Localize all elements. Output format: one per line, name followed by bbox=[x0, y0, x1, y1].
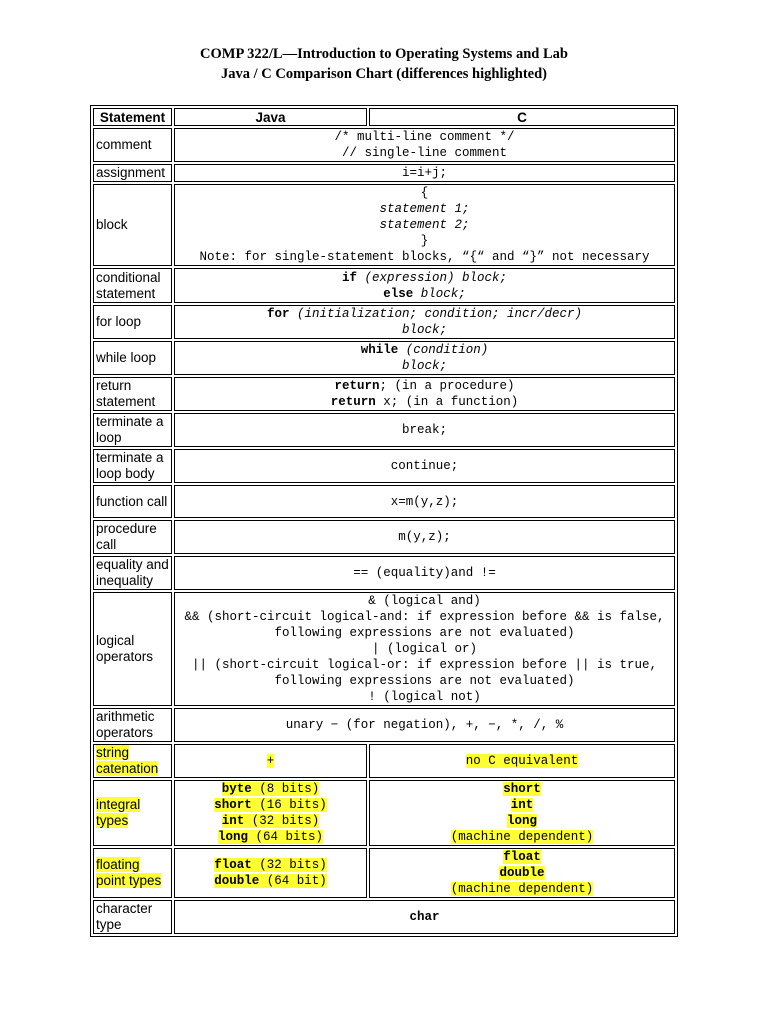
row-value: return; (in a procedure) return x; (in a function) bbox=[174, 377, 675, 411]
document-title: COMP 322/L—Introduction to Operating Systems and Lab bbox=[200, 46, 568, 62]
row-label: for loop bbox=[93, 305, 172, 339]
row-value: if (expression) block; else block; bbox=[174, 268, 675, 303]
row-label: integral types bbox=[93, 780, 172, 846]
row-label: return statement bbox=[93, 377, 172, 411]
c-value: short int long (machine dependent) bbox=[369, 780, 675, 846]
table-row bbox=[93, 449, 675, 483]
row-value: i=i+j; bbox=[174, 164, 675, 182]
header-java: Java bbox=[174, 108, 367, 126]
table-row bbox=[93, 413, 675, 447]
java-value: + bbox=[174, 744, 367, 778]
comparison-table bbox=[90, 105, 678, 937]
row-label: while loop bbox=[93, 341, 172, 375]
row-value: m(y,z); bbox=[174, 520, 675, 554]
table-row bbox=[93, 377, 675, 411]
c-value: no C equivalent bbox=[369, 744, 675, 778]
row-value: & (logical and) && (short-circuit logical-and: if expression before && is false, following expressions are not evaluated) | (logical or) || (short-circuit logical-or: if expression before || is true, following expressions are not evaluated) ! (logical not) bbox=[174, 592, 675, 706]
row-label: equality and inequality bbox=[93, 556, 172, 590]
row-value: for (initialization; condition; incr/decr) block; bbox=[174, 305, 675, 339]
row-label: terminate a loop bbox=[93, 413, 172, 447]
row-label: character type bbox=[93, 900, 172, 934]
java-value: float (32 bits) double (64 bit) bbox=[174, 848, 367, 898]
header-c: C bbox=[369, 108, 675, 126]
row-label: comment bbox=[93, 128, 172, 162]
row-value: unary − (for negation), +, −, *, /, % bbox=[174, 708, 675, 742]
document-subtitle: Java / C Comparison Chart (differences highlighted) bbox=[221, 66, 547, 82]
row-value: { statement 1; statement 2; } Note: for single-statement blocks, “{“ and “}” not necessary bbox=[174, 184, 675, 266]
table-row bbox=[93, 305, 675, 339]
table-row bbox=[93, 341, 675, 375]
row-value: char bbox=[174, 900, 675, 934]
row-label: terminate a loop body bbox=[93, 449, 172, 483]
table-row bbox=[93, 592, 675, 706]
row-label: floating point types bbox=[93, 848, 172, 898]
table-row-highlighted bbox=[93, 780, 675, 846]
table-row bbox=[93, 184, 675, 266]
header-statement: Statement bbox=[93, 108, 172, 126]
table-row bbox=[93, 708, 675, 742]
table-row bbox=[93, 164, 675, 182]
table-row bbox=[93, 485, 675, 518]
row-value: /* multi-line comment */ // single-line comment bbox=[174, 128, 675, 162]
table-row bbox=[93, 128, 675, 162]
java-value: byte (8 bits) short (16 bits) int (32 bits) long (64 bits) bbox=[174, 780, 367, 846]
row-label: procedure call bbox=[93, 520, 172, 554]
table-row-highlighted bbox=[93, 848, 675, 898]
table-row bbox=[93, 520, 675, 554]
row-label: assignment bbox=[93, 164, 172, 182]
row-label: arithmetic operators bbox=[93, 708, 172, 742]
table-row bbox=[93, 268, 675, 303]
row-label: function call bbox=[93, 485, 172, 518]
row-value: while (condition) block; bbox=[174, 341, 675, 375]
row-label: block bbox=[93, 184, 172, 266]
row-value: continue; bbox=[174, 449, 675, 483]
table-row bbox=[93, 900, 675, 934]
row-value: x=m(y,z); bbox=[174, 485, 675, 518]
table-row-highlighted bbox=[93, 744, 675, 778]
row-label: logical operators bbox=[93, 592, 172, 706]
header-row bbox=[93, 108, 675, 126]
row-value: == (equality)and != bbox=[174, 556, 675, 590]
row-label: conditional statement bbox=[93, 268, 172, 303]
row-label: string catenation bbox=[93, 744, 172, 778]
row-value: break; bbox=[174, 413, 675, 447]
c-value: float double (machine dependent) bbox=[369, 848, 675, 898]
table-row bbox=[93, 556, 675, 590]
